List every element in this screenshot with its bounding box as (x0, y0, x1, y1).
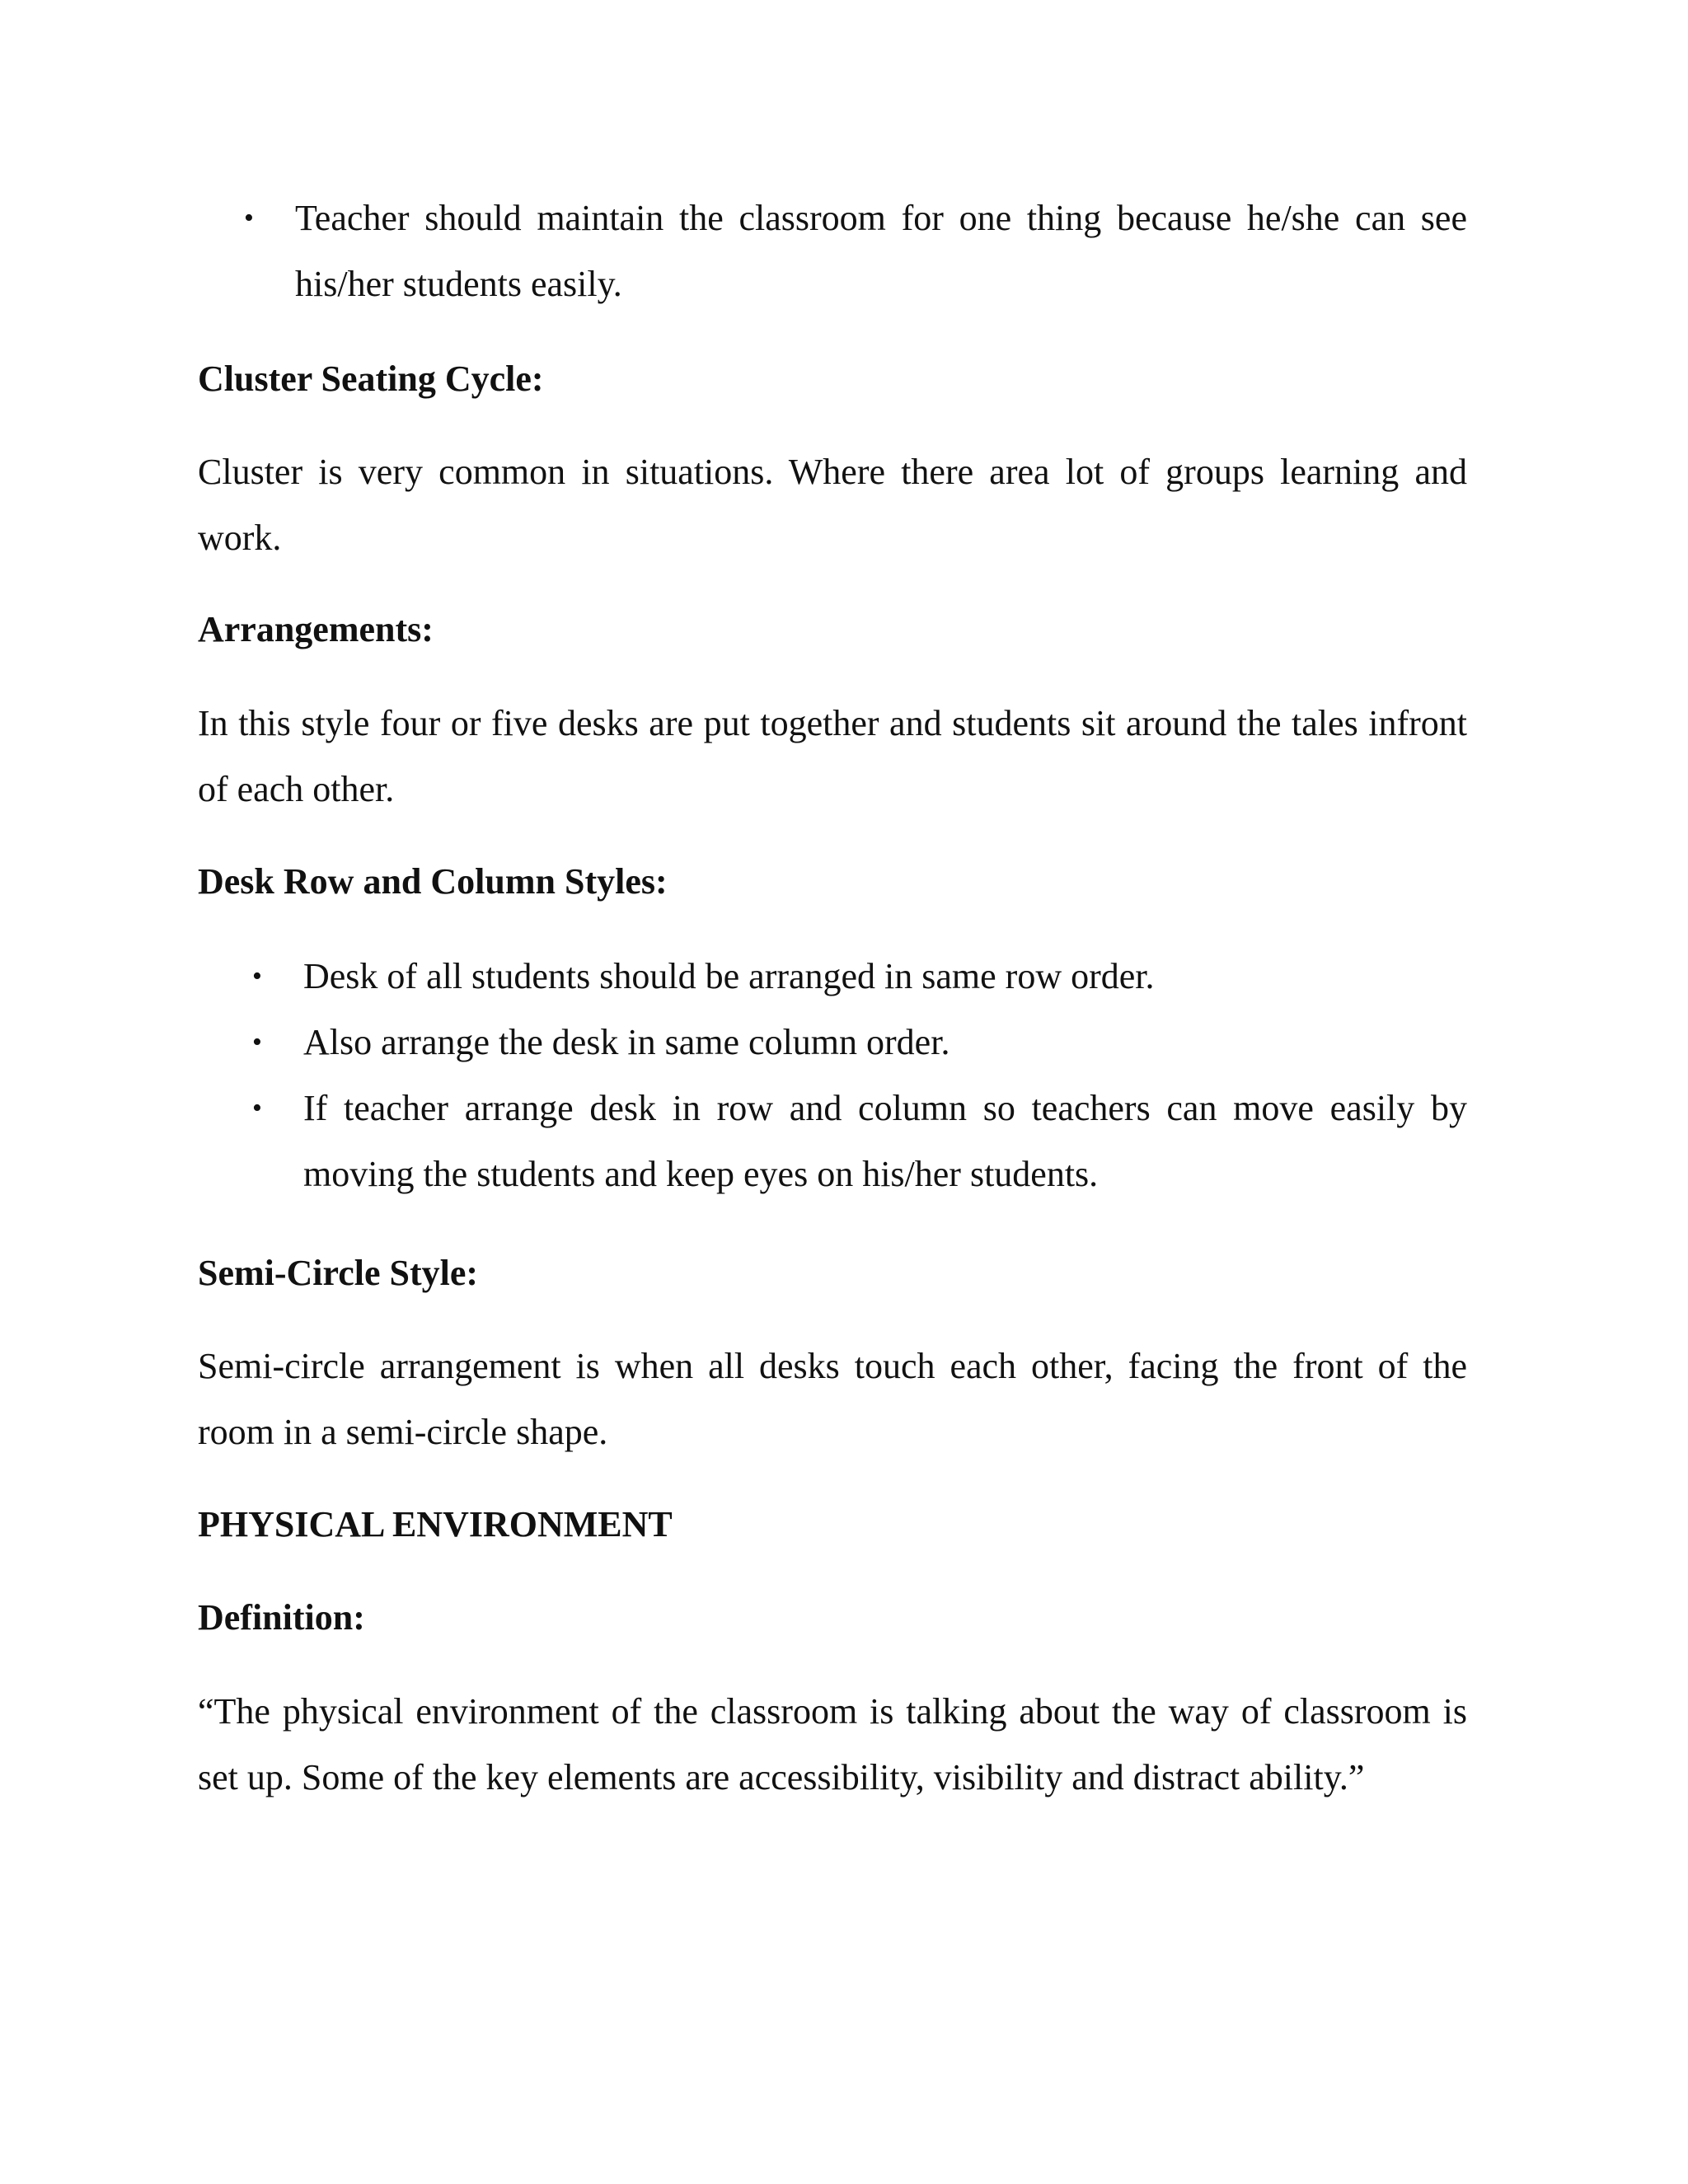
bullet-text: Desk of all students should be arranged in same row order. (303, 956, 1155, 996)
bullet-icon: • (252, 961, 262, 991)
desk-styles-bullet-list (198, 944, 1467, 1207)
bullet-text: Teacher should maintain the classroom for one thing because he/she can see his/her students easily. (295, 198, 1467, 304)
definition-heading: Definition: (198, 1597, 365, 1638)
bullet-icon: • (244, 203, 254, 233)
bullet-text: If teacher arrange desk in row and column so teachers can move easily by moving the students and keep eyes on his/her students. (303, 1088, 1467, 1194)
cluster-heading: Cluster Seating Cycle: (198, 359, 544, 399)
semi-circle-paragraph: Semi-circle arrangement is when all desks touch each other, facing the front of the room in a semi-circle shape. (198, 1346, 1467, 1452)
cluster-paragraph: Cluster is very common in situations. Where there area lot of groups learning and work. (198, 452, 1467, 558)
physical-environment-heading: PHYSICAL ENVIRONMENT (198, 1504, 673, 1544)
definition-paragraph: “The physical environment of the classroom is talking about the way of classroom is set up. Some of the key elements are accessibility, visibility and distract ability.” (198, 1691, 1467, 1797)
list-item (198, 1076, 1467, 1207)
bullet-icon: • (252, 1027, 262, 1057)
desk-styles-heading: Desk Row and Column Styles: (198, 861, 668, 902)
list-item (198, 944, 1467, 1010)
list-item (198, 185, 1467, 317)
semi-circle-heading: Semi-Circle Style: (198, 1253, 479, 1293)
arrangements-heading: Arrangements: (198, 609, 434, 649)
bullet-text: Also arrange the desk in same column order. (303, 1022, 950, 1062)
arrangements-paragraph: In this style four or five desks are put together and students sit around the tales infront of each other. (198, 703, 1467, 809)
bullet-icon: • (252, 1093, 262, 1123)
top-bullet-list (198, 185, 1467, 317)
list-item (198, 1010, 1467, 1076)
